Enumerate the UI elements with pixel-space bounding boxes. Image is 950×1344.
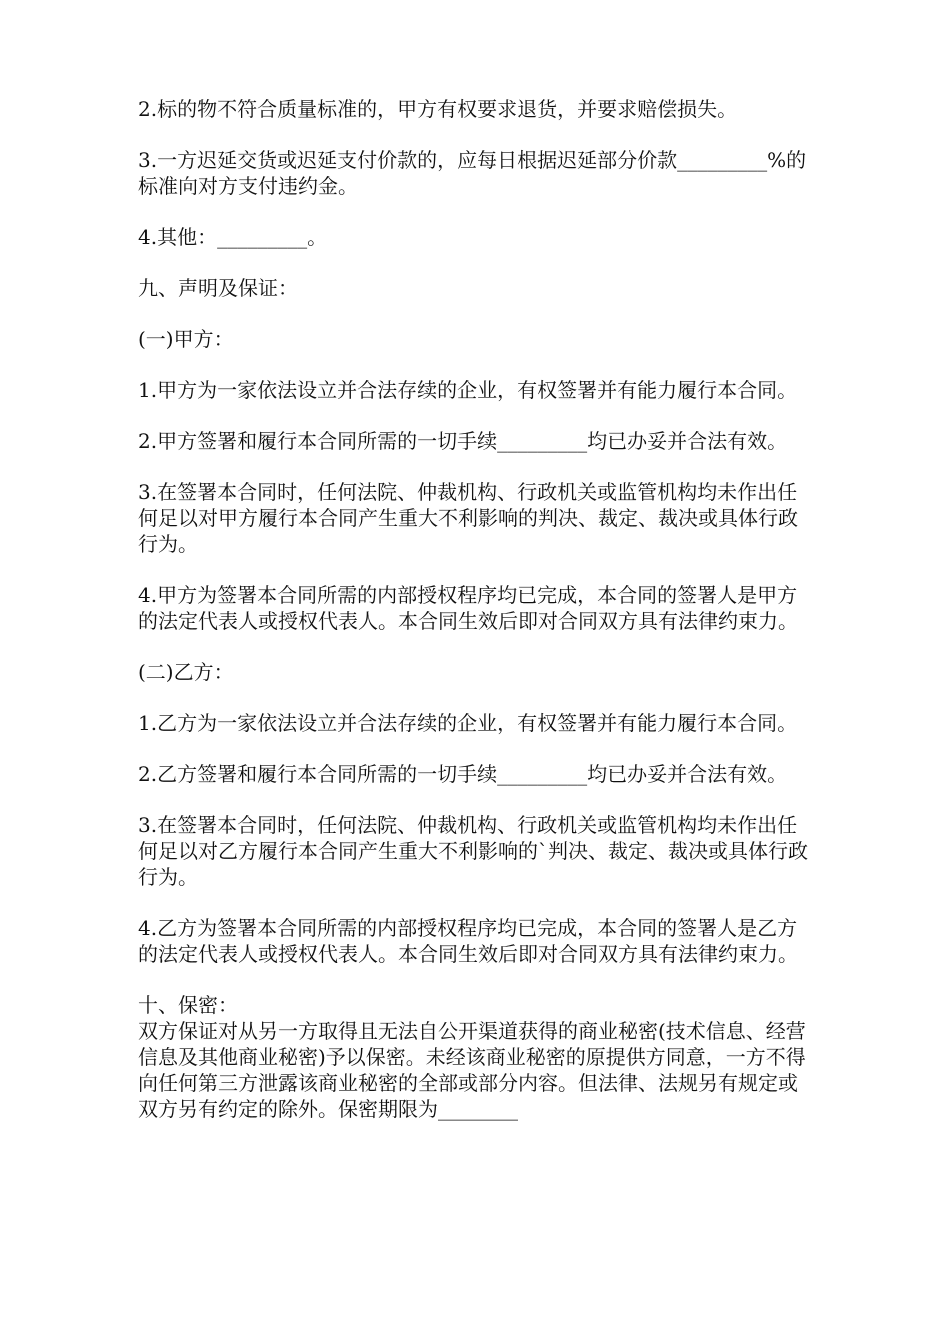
party-b-heading: (二)乙方： xyxy=(138,660,234,684)
confidentiality-clause: 双方保证对从另一方取得且无法自公开渠道获得的商业秘密(技术信息、经营信息及其他商业秘密)予以保密。未经该商业秘密的原提供方同意，一方不得向任何第三方泄露该商业秘密的全部或部分内容。但法律、法规另有规定或双方另有约定的除外。保密期限为________ xyxy=(138,1019,806,1121)
party-b-clause-3: 3.在签署本合同时，任何法院、仲裁机构、行政机关或监管机构均未作出任何足以对乙方履行本合同产生重大不利影响的`判决、裁定、裁决或具体行政行为。 xyxy=(138,813,808,889)
document-page xyxy=(138,96,816,1147)
section-10-heading: 十、保密： xyxy=(138,993,238,1017)
clause-8-2-quality-return: 2.标的物不符合质量标准的，甲方有权要求退货，并要求赔偿损失。 xyxy=(138,97,738,121)
party-a-clause-4: 4.甲方为签署本合同所需的内部授权程序均已完成，本合同的签署人是甲方的法定代表人或授权代表人。本合同生效后即对合同双方具有法律约束力。 xyxy=(138,583,798,633)
party-a-clause-2: 2.甲方签署和履行本合同所需的一切手续_________均已办妥并合法有效。 xyxy=(138,429,788,453)
party-b-clause-2: 2.乙方签署和履行本合同所需的一切手续_________均已办妥并合法有效。 xyxy=(138,762,788,786)
party-b-clause-1: 1.乙方为一家依法设立并合法存续的企业，有权签署并有能力履行本合同。 xyxy=(138,711,798,735)
section-9-heading: 九、声明及保证： xyxy=(138,276,298,300)
party-a-clause-1: 1.甲方为一家依法设立并合法存续的企业，有权签署并有能力履行本合同。 xyxy=(138,378,798,402)
party-b-clause-4: 4.乙方为签署本合同所需的内部授权程序均已完成，本合同的签署人是乙方的法定代表人或授权代表人。本合同生效后即对合同双方具有法律约束力。 xyxy=(138,916,798,966)
party-a-clause-3: 3.在签署本合同时，任何法院、仲裁机构、行政机关或监管机构均未作出任何足以对甲方履行本合同产生重大不利影响的判决、裁定、裁决或具体行政行为。 xyxy=(138,480,798,556)
party-a-heading: (一)甲方： xyxy=(138,327,234,351)
clause-8-4-other: 4.其他：_________。 xyxy=(138,225,328,249)
clause-8-3-late-penalty: 3.一方迟延交货或迟延支付价款的，应每日根据迟延部分价款_________%的标准向对方支付违约金。 xyxy=(138,148,807,198)
